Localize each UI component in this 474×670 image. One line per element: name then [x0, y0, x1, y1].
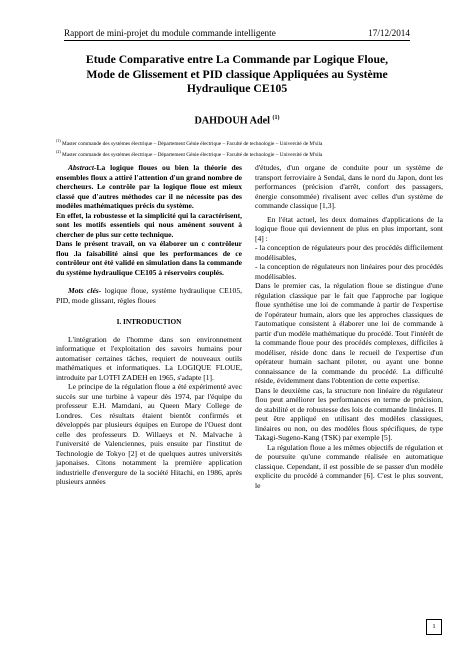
abstract-label: Abstract-	[68, 163, 97, 172]
right-column	[255, 163, 443, 490]
author	[64, 112, 410, 127]
abstract	[56, 163, 242, 211]
abstract-paragraph-2: En effet, la robustesse et la simplicité qui la caractérisent, sont les motifs essentiels qui nous aménent souvent à chercher de plus sur cette technique.	[56, 210, 242, 239]
abstract-text: La logique floues ou bien la théorie des ensembles floux a attiré l'attention d'un grand nombre de chercheurs. Le contrôle par la logique floue est mieux classé que d'autres méthodes car il ne nécessite pas des modèles mathématiques précis du système.	[56, 163, 242, 210]
abstract-paragraph-3: Dans le présent travail, on va élaborer un c contrôleur flou .la faisabilité ainsi que les performances de ce contrôleur ont été validé en simulation dans la commande du système hydraulique CE105 à réservoirs couplés.	[56, 239, 242, 277]
body-paragraph-2: En l'état actuel, les deux domaines d'applications de la logique floue qui deviennent de plus en plus important, sont [4] :	[255, 214, 443, 243]
affiliation-text: Master commande des systèmes électrique – Département Génie électrique – Faculté de technologie – Université de M'sila	[60, 151, 323, 158]
left-column	[56, 163, 242, 487]
affiliations	[56, 137, 418, 159]
keywords	[56, 286, 242, 305]
paper-title	[64, 53, 410, 97]
body-paragraph-4: Dans le deuxième cas, la structure non linéaire du régulateur flou peut améliorer les performances en terme de précision, de stabilité et de robustesse des lois de commande linéaires. Il peut être appliqué en utilisant des modèles classiques, linéaires ou non, ou des modèles flous spécifiques, de type Takagi-Sugeno-Kang (TSK) par exemple [5].	[255, 385, 443, 442]
affiliation-1	[56, 137, 418, 148]
title-line-1: Etude Comparative entre La Commande par Logique Floue,	[85, 53, 389, 66]
body-paragraph-3: Dans le premier cas, la régulation floue se distingue d'une régulation classique par le fait que l'approche par logique floue synthétise une loi de commande à partir de l'expertise de l'opérateur humain, alors que les approches classiques de l'automatique consistent à élaborer une loi de commande à partir d'un modèle mathématique du procédé. Tout l'intérêt de la commande floue pour des procédés complexes, difficiles à modéliser, réside donc dans le recueil de l'expertise d'un opérateur humain sachant piloter, ou ayant une bonne connaissance de la commande du procédé. La difficulté réside, évidemment dans l'obtention de cette expertise.	[255, 281, 443, 385]
section-heading: I. INTRODUCTION	[116, 317, 182, 326]
title-line-2: Mode de Glissement et PID classique Appliquées au Système	[86, 67, 388, 81]
page-header	[64, 27, 410, 41]
title-line-3: Hydraulique CE105	[186, 82, 288, 96]
intro-paragraph-2: Le principe de la régulation floue a été expérimenté avec succès sur une turbine à vapeur dès 1974, par l'équipe du professeur E.H. Mamdani, au Queen Mary College de Londres. Ces résultats étaient bientôt confirmés et développés par plusieurs équipes en Europe de l'Ouest dont celle des professeurs D. Willaeys et N. Malvache à l'université de Valenciennes, puis ensuite par l'institut de Technologie de Tokyo [2] et de quelques autres universités japonaises. Citons notamment la première application industrielle d'envergure de la société Hitachi, en 1986, après plusieurs années	[56, 382, 242, 486]
body-list-item-1: - la conception de régulateurs pour des procédés difficilement modélisables,	[255, 243, 443, 262]
author-mark: (1)	[272, 115, 280, 121]
affiliation-mark: (1)	[56, 138, 61, 143]
affiliation-text: Master commande des systèmes électrique – Département Génie électrique – Faculté de technologie – Université de M'sila	[60, 140, 323, 147]
keywords-label: Mots clés-	[68, 286, 102, 295]
body-paragraph-1: d'études, d'un organe de conduite pour un système de transport ferroviaire à Sendaï, dans le nord du Japon, dont les performances (précision d'arrêt, confort des passagers, énergie consommée) rivalisent avec celles d'un système de commande classique [1,3].	[255, 163, 443, 210]
author-name: DAHDOUH Adel	[194, 115, 270, 127]
affiliation-mark: (2)	[56, 148, 61, 154]
affiliation-2	[56, 148, 418, 159]
header-report-title: Rapport de mini-projet du module commande intelligente	[64, 28, 276, 38]
intro-paragraph-1: L'intégration de l'homme dans son environnement informatique et l'exploitation des savoirs humains pour automatiser certaines tâches, requiert de nouveaux outils mathématiques et informatiques. La LOGIQUE FLOUE, introduite par LOTFI ZADEH en 1965, s'adapte [1].	[56, 334, 242, 382]
keywords-text: logique floue, système hydraulique CE105, PID, mode glissant, règles floues	[56, 286, 242, 305]
page-number: 1	[426, 619, 442, 635]
body-paragraph-5: La régulation floue a les mêmes objectifs de régulation et de poursuite qu'une commande réalisée en automatique classique. Cependant, il est possible de se passer d'un modèle explicite du procédé à commander [6]. C'est le plus souvent, le	[255, 442, 443, 490]
header-date: 17/12/2014	[368, 28, 410, 38]
body-list-item-2: - la conception de régulateurs non linéaires pour des procédés modélisables.	[255, 262, 443, 281]
